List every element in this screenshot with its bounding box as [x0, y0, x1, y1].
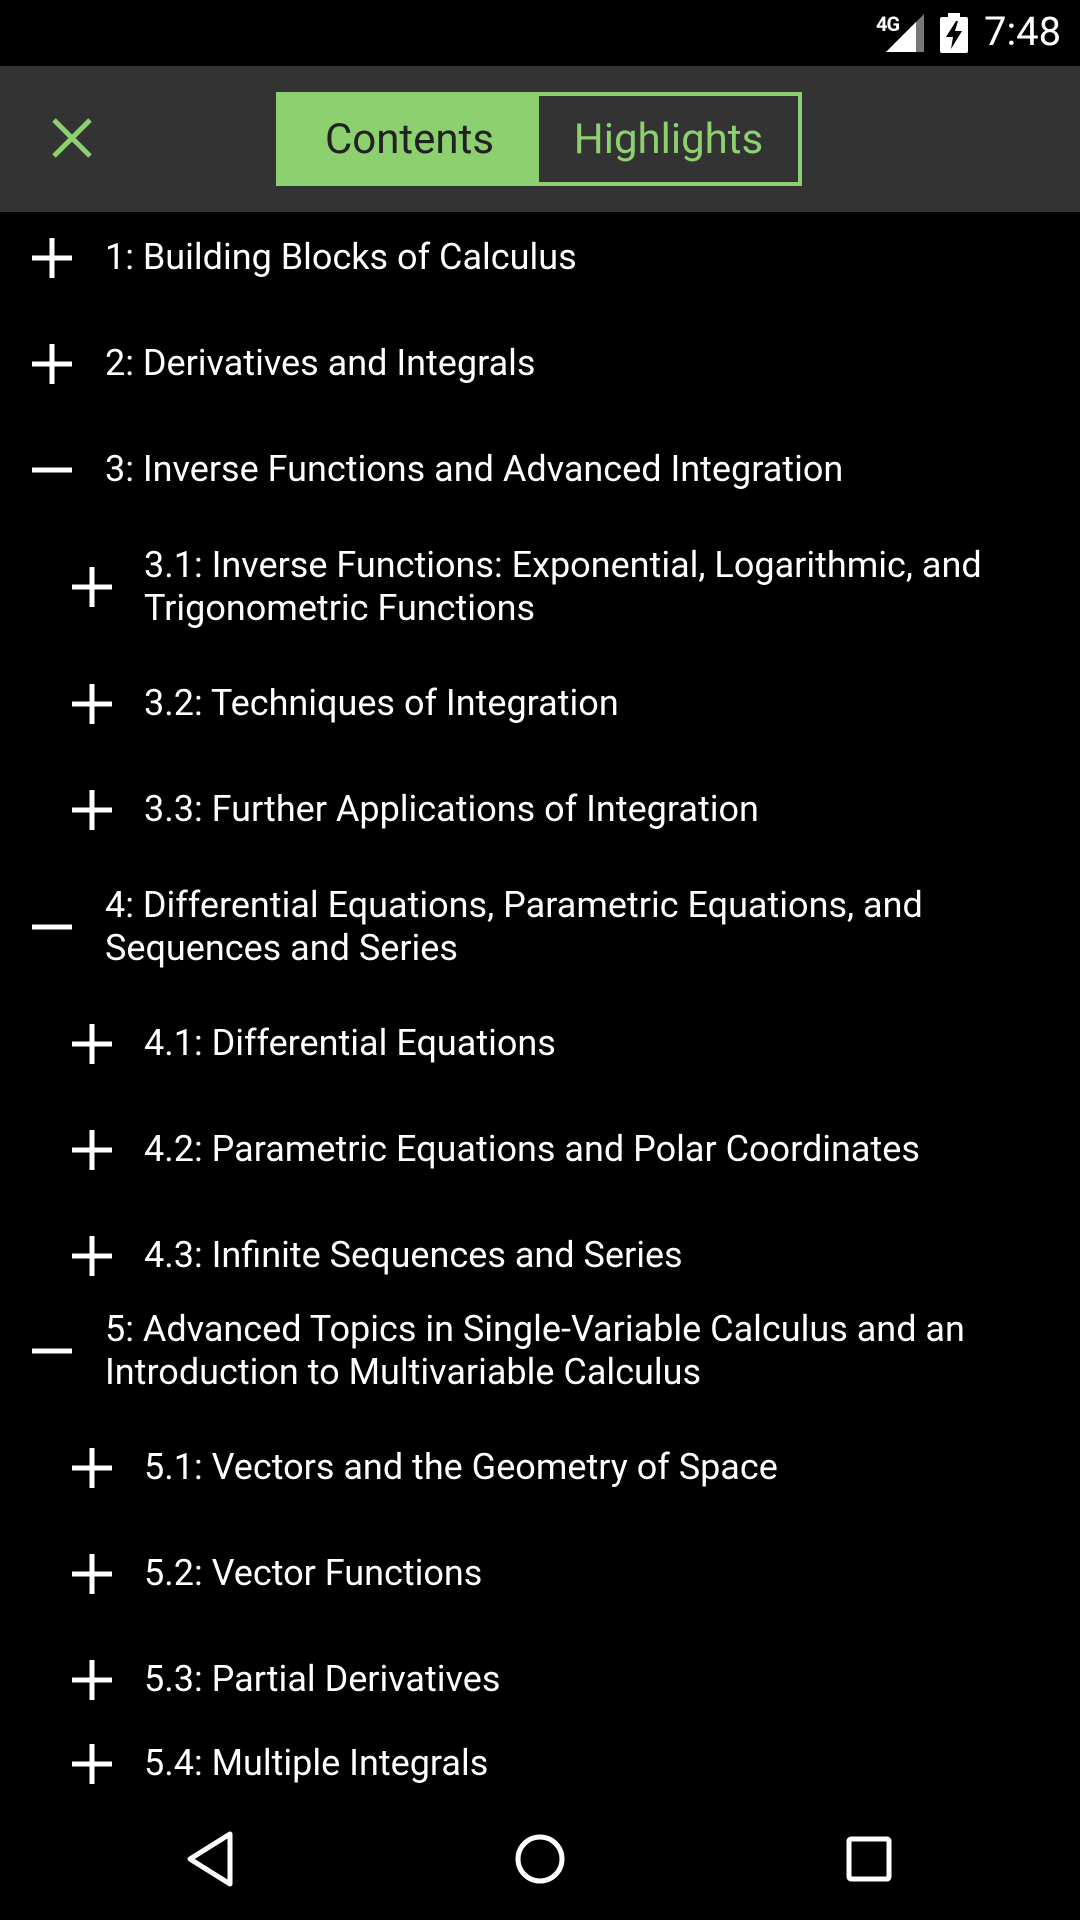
close-button[interactable]: [36, 108, 110, 172]
battery-charging-icon: [940, 13, 968, 53]
toc-item-label: 4.2: Parametric Equations and Polar Coordinates: [144, 1128, 920, 1170]
plus-icon[interactable]: [72, 1744, 112, 1784]
toc-item-4-2[interactable]: [0, 1118, 1080, 1182]
toc-item-4-3[interactable]: [0, 1224, 1080, 1288]
toc-item-label: 1: Building Blocks of Calculus: [105, 236, 577, 278]
plus-icon[interactable]: [72, 1448, 112, 1488]
tab-highlights[interactable]: Highlights: [539, 96, 798, 182]
toc-item-label: 5.1: Vectors and the Geometry of Space: [144, 1446, 778, 1488]
minus-icon[interactable]: [32, 450, 72, 490]
toc-item-label: 4.1: Differential Equations: [144, 1022, 556, 1064]
toc-item-2[interactable]: [0, 332, 1080, 396]
toc-item-5[interactable]: [0, 1304, 1080, 1398]
toc-item-3-1[interactable]: [0, 540, 1080, 634]
toc-item-5-2[interactable]: [0, 1542, 1080, 1606]
status-bar: [0, 0, 1080, 66]
recents-icon[interactable]: [836, 1826, 902, 1892]
toc-item-1[interactable]: [0, 226, 1080, 290]
plus-icon[interactable]: [32, 344, 72, 384]
toc-item-label: 3.1: Inverse Functions: Exponential, Logarithmic, and Trigonometric Functions: [144, 544, 982, 629]
toc-item-label: 3.3: Further Applications of Integration: [144, 788, 759, 830]
minus-icon[interactable]: [32, 907, 72, 947]
close-icon: [36, 108, 110, 172]
toc-item-label: 4: Differential Equations, Parametric Equations, and Sequences and Series: [105, 884, 923, 969]
toc-item-5-1[interactable]: [0, 1436, 1080, 1500]
system-nav-bar: [0, 1798, 1080, 1920]
toc-item-4-1[interactable]: [0, 1012, 1080, 1076]
toolbar: [0, 66, 1080, 212]
toc-item-label: 3: Inverse Functions and Advanced Integration: [105, 448, 844, 490]
home-icon[interactable]: [507, 1826, 573, 1892]
clock: 7:48: [984, 8, 1062, 55]
plus-icon[interactable]: [72, 684, 112, 724]
toc-item-3-3[interactable]: [0, 778, 1080, 842]
toc-item-5-4[interactable]: [0, 1732, 1080, 1796]
plus-icon[interactable]: [72, 790, 112, 830]
toc-item-label: 5.3: Partial Derivatives: [144, 1658, 501, 1700]
toc-item-label: 5: Advanced Topics in Single-Variable Calculus and an Introduction to Multivariable Calculus: [105, 1308, 965, 1393]
tab-contents[interactable]: Contents: [280, 96, 539, 182]
plus-icon[interactable]: [32, 238, 72, 278]
plus-icon[interactable]: [72, 1660, 112, 1700]
contents-highlights-switch: [276, 92, 802, 186]
toc-item-5-3[interactable]: [0, 1648, 1080, 1712]
toc-list: [0, 212, 1080, 1798]
back-icon[interactable]: [178, 1826, 244, 1892]
plus-icon[interactable]: [72, 1130, 112, 1170]
minus-icon[interactable]: [32, 1331, 72, 1371]
toc-item-label: 5.2: Vector Functions: [144, 1552, 483, 1594]
network-type-label: 4G: [876, 12, 900, 36]
toc-item-4[interactable]: [0, 880, 1080, 974]
toc-item-3[interactable]: [0, 438, 1080, 502]
toc-item-label: 3.2: Techniques of Integration: [144, 682, 619, 724]
plus-icon[interactable]: [72, 1024, 112, 1064]
plus-icon[interactable]: [72, 1236, 112, 1276]
plus-icon[interactable]: [72, 1554, 112, 1594]
toc-item-label: 5.4: Multiple Integrals: [144, 1742, 489, 1784]
toc-item-label: 2: Derivatives and Integrals: [105, 342, 536, 384]
toc-item-label: 4.3: Infinite Sequences and Series: [144, 1234, 683, 1276]
plus-icon[interactable]: [72, 567, 112, 607]
toc-item-3-2[interactable]: [0, 672, 1080, 736]
